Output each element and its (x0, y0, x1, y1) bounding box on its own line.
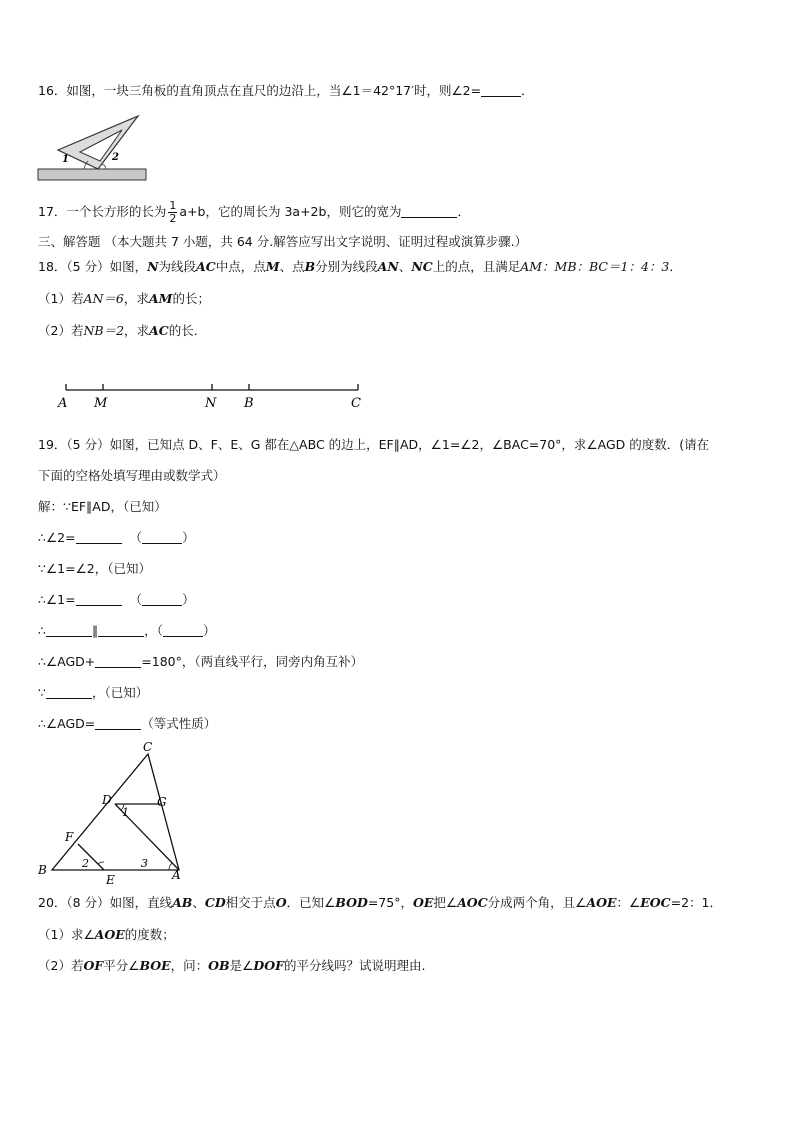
q19-sol2-c: ） (182, 530, 195, 545)
q20-oe: OE (412, 895, 434, 910)
q20-t5: 把∠ (433, 895, 458, 910)
q19-sol4-b: （ (129, 592, 143, 607)
q19-sol8 (38, 714, 216, 734)
q18-p2-ac: AC (149, 323, 169, 338)
q16-figure (36, 112, 148, 184)
q19-sol1: 解：∵EF∥AD，（已知） (38, 499, 167, 514)
q19-blank-10[interactable] (95, 715, 141, 730)
q19-sol5-a: ∴ (38, 623, 46, 638)
triangle-abc (52, 754, 179, 870)
q19-sol7-a: ∵ (38, 685, 46, 700)
label-c: C (143, 740, 153, 754)
q19-blank-8[interactable] (95, 653, 141, 668)
q19-sol5-b: ∥ (91, 623, 99, 638)
q19-blank-6[interactable] (98, 622, 144, 637)
q16-end: ． (521, 83, 534, 98)
q18-t4: 分别为线段 (315, 259, 378, 274)
q17-end: ． (457, 204, 470, 219)
q17-frac-den: 2 (169, 212, 177, 225)
q20-o: O (275, 895, 287, 910)
q19-triangle-figure (34, 740, 184, 888)
q20-part1 (38, 925, 175, 945)
q20-p2-of: OF (83, 958, 104, 973)
q20-p2-e: 的平分线吗？试说明理由. (283, 958, 426, 973)
q19-blank-7[interactable] (163, 622, 203, 637)
q20-p2-d: 是∠ (229, 958, 254, 973)
q19-sol4-a: ∴∠1= (38, 592, 76, 607)
q19-sol5 (38, 621, 215, 641)
label-f: F (65, 830, 74, 844)
angle-2-label: 2 (112, 152, 119, 163)
q17-stem-a: 一个长方形的长为 (66, 204, 167, 219)
q19-sol6-b: =180°，（两直线平行，同旁内角互补） (141, 654, 364, 669)
label-2: 2 (82, 857, 89, 870)
q18-segment-figure (50, 380, 370, 414)
q19-blank-4[interactable] (142, 591, 182, 606)
q20-t1: 、 (192, 895, 205, 910)
label-3: 3 (141, 857, 148, 870)
q18-t6: 上的点，且满足 (432, 259, 521, 274)
label-e: E (106, 873, 115, 887)
q18-b: B (304, 259, 316, 274)
angle-2-arc (102, 164, 106, 169)
q20-text (38, 893, 722, 913)
q18-p2-c: 的长. (168, 323, 198, 338)
q18-end: ． (669, 259, 682, 274)
q18-m: M (265, 259, 280, 274)
q19-blank-1[interactable] (76, 529, 122, 544)
q20-t4: =75°， (367, 895, 413, 910)
label-a: A (58, 396, 68, 411)
q19-sol8-a: ∴∠AGD= (38, 716, 96, 731)
q20-t2: 相交于点 (225, 895, 276, 910)
q19-sol6-a: ∴∠AGD+ (38, 654, 96, 669)
q20-t7: ：∠ (616, 895, 641, 910)
q20-p2-a: （2）若 (38, 958, 84, 973)
q18-p1-cond: AN＝6 (83, 291, 124, 306)
q17-text (38, 198, 470, 226)
q19-sol3: ∵∠1=∠2，（已知） (38, 561, 151, 576)
label-b: B (38, 863, 47, 877)
label-1: 1 (122, 806, 129, 819)
section3-title: 三、解答题 （本大题共 7 小题，共 64 分.解答应写出文字说明、证明过程或演算步骤.） (38, 234, 528, 249)
q18-ratio: AM：MB：BC＝1：4：3 (520, 259, 670, 274)
q20-p2-b: 平分∠ (103, 958, 140, 973)
q19-blank-2[interactable] (142, 529, 182, 544)
q17-number: 17． (38, 204, 67, 219)
q17-frac-num: 1 (169, 199, 177, 212)
q17-fraction (168, 200, 177, 225)
q16-text (38, 81, 534, 101)
q20-t3: ．已知∠ (286, 895, 336, 910)
q20-aoc: AOC (457, 895, 488, 910)
q19-sol7-b: ，（已知） (91, 685, 149, 700)
label-g: G (157, 795, 167, 809)
q18-ac: AC (196, 259, 216, 274)
q17-answer-blank[interactable] (401, 203, 457, 218)
label-a: A (172, 868, 181, 882)
q18-part1 (38, 289, 210, 309)
q20-bod: BOD (335, 895, 368, 910)
q19-sol2-a: ∴∠2= (38, 530, 76, 545)
q19-sol5-d: ） (202, 623, 216, 638)
q20-t6: 分成两个角，且∠ (487, 895, 587, 910)
q19-sol4 (38, 590, 195, 610)
q18-t2: 中点，点 (215, 259, 266, 274)
q20-head: 20．（8 分）如图，直线 (38, 895, 173, 910)
q18-p2-cond: NB＝2 (83, 323, 125, 338)
q18-nc: NC (411, 259, 433, 274)
q18-t3: 、点 (279, 259, 305, 274)
q20-p2-ob: OB (208, 958, 230, 973)
q16-answer-blank[interactable] (481, 82, 521, 97)
q20-part2 (38, 956, 425, 976)
angle-1-label: 1 (62, 154, 69, 165)
q20-p2-boe: BOE (139, 958, 171, 973)
q18-part2 (38, 321, 198, 341)
q20-cd: CD (204, 895, 226, 910)
q20-eoc: EOC (640, 895, 671, 910)
q19-sol7 (38, 683, 148, 703)
q19-sol2 (38, 528, 195, 548)
q20-p1-a: （1）求∠ (38, 927, 95, 942)
q18-n: N (147, 259, 159, 274)
q19-blank-3[interactable] (76, 591, 122, 606)
q18-t1: 为线段 (158, 259, 197, 274)
label-n: N (205, 396, 217, 411)
q20-p2-c: ，问： (170, 958, 209, 973)
q19-blank-9[interactable] (46, 684, 92, 699)
q20-t8: =2：1． (670, 895, 722, 910)
q18-text (38, 257, 682, 277)
q19-sol5-c: ，（ (144, 623, 163, 638)
q16-stem: 如图，一块三角板的直角顶点在直尺的边沿上，当∠1＝42°17′时，则∠2= (66, 83, 482, 98)
q20-p2-dof: DOF (253, 958, 284, 973)
q18-an: AN (377, 259, 399, 274)
q18-p1-a: （1）若 (38, 291, 84, 306)
q17-stem-b: a+b，它的周长为 3a+2b，则它的宽为 (179, 204, 402, 219)
q18-p2-b: ，求 (124, 323, 150, 338)
label-d: D (102, 793, 112, 807)
q18-p1-b: ，求 (123, 291, 149, 306)
q18-t5: 、 (398, 259, 412, 274)
ruler (38, 169, 146, 180)
q20-p1-b: 的度数； (124, 927, 175, 942)
q19-blank-5[interactable] (46, 622, 92, 637)
label-c: C (351, 396, 361, 411)
q19-line2: 下面的空格处填写理由或数学式） (38, 468, 226, 483)
q20-aoe: AOE (586, 895, 617, 910)
q16-number: 16． (38, 83, 67, 98)
q18-head: 18．（5 分）如图， (38, 259, 148, 274)
q20-p1-aoe: AOE (94, 927, 125, 942)
q18-p1-c: 的长； (172, 291, 210, 306)
q19-sol8-b: （等式性质） (141, 716, 217, 731)
q19-sol6 (38, 652, 363, 672)
label-m: M (94, 396, 108, 411)
q19-sol2-b: （ (129, 530, 143, 545)
q20-ab: AB (172, 895, 193, 910)
q19-sol4-c: ） (182, 592, 195, 607)
angle-2-arc (98, 862, 104, 864)
q18-p2-a: （2）若 (38, 323, 84, 338)
q19-line1: 19．（5 分）如图，已知点 D、F、E、G 都在△ABC 的边上，EF∥AD，∠1=∠2，∠BAC=70°，求∠AGD 的度数．(请在 (38, 437, 710, 452)
label-b: B (244, 396, 254, 411)
q18-p1-am: AM (148, 291, 173, 306)
